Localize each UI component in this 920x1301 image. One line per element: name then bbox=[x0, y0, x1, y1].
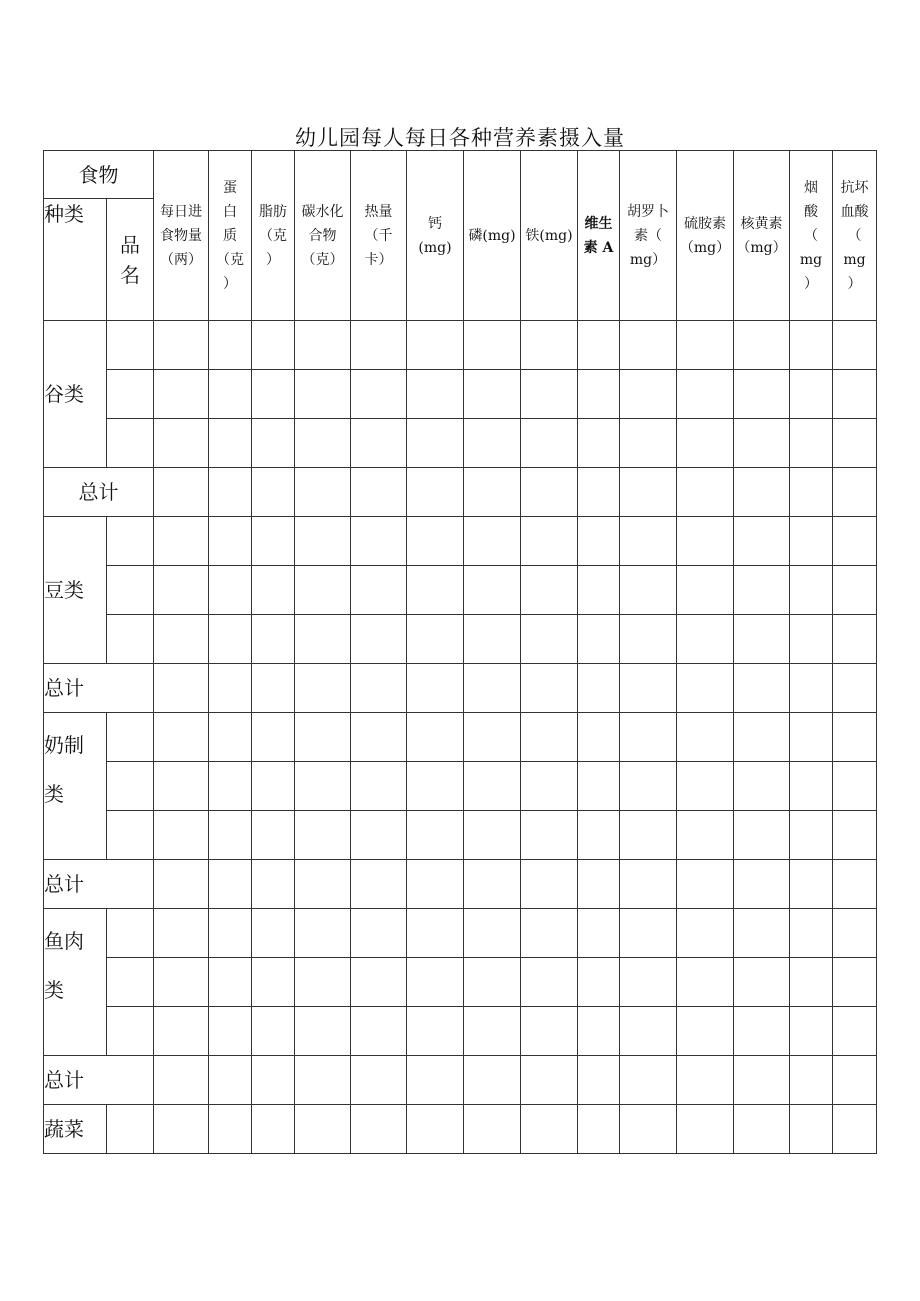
empty-cell bbox=[833, 321, 877, 370]
header-food: 食物 bbox=[44, 151, 154, 199]
empty-cell bbox=[833, 1007, 877, 1056]
header-thiamine: 硫胺素 （mg） bbox=[677, 151, 734, 321]
empty-cell bbox=[521, 1007, 578, 1056]
empty-cell bbox=[833, 468, 877, 517]
empty-cell bbox=[154, 566, 209, 615]
empty-cell bbox=[209, 762, 252, 811]
empty-cell bbox=[209, 566, 252, 615]
empty-cell bbox=[677, 664, 734, 713]
empty-cell bbox=[407, 468, 464, 517]
empty-cell bbox=[107, 321, 154, 370]
empty-cell bbox=[734, 958, 790, 1007]
header-ascorbic-acid: 抗坏 血酸 （ mg ） bbox=[833, 151, 877, 321]
empty-cell bbox=[578, 1056, 620, 1105]
empty-cell bbox=[295, 909, 351, 958]
empty-cell bbox=[209, 713, 252, 762]
empty-cell bbox=[407, 419, 464, 468]
empty-cell bbox=[295, 811, 351, 860]
empty-cell bbox=[677, 909, 734, 958]
empty-cell bbox=[521, 370, 578, 419]
empty-cell bbox=[464, 321, 521, 370]
empty-cell bbox=[790, 713, 833, 762]
empty-cell bbox=[620, 370, 677, 419]
empty-cell bbox=[734, 1105, 790, 1154]
header-carbohydrate: 碳水化 合物 （克） bbox=[295, 151, 351, 321]
empty-cell bbox=[209, 1056, 252, 1105]
empty-cell bbox=[521, 566, 578, 615]
empty-cell bbox=[351, 517, 407, 566]
header-calcium: 钙 (mg) bbox=[407, 151, 464, 321]
empty-cell bbox=[351, 321, 407, 370]
empty-cell bbox=[295, 419, 351, 468]
empty-cell bbox=[252, 1056, 295, 1105]
empty-cell bbox=[209, 811, 252, 860]
empty-cell bbox=[677, 419, 734, 468]
empty-cell bbox=[252, 566, 295, 615]
empty-cell bbox=[578, 517, 620, 566]
empty-cell bbox=[154, 468, 209, 517]
empty-cell bbox=[464, 1105, 521, 1154]
empty-cell bbox=[521, 860, 578, 909]
empty-cell bbox=[154, 1056, 209, 1105]
empty-cell bbox=[351, 566, 407, 615]
empty-cell bbox=[107, 419, 154, 468]
empty-cell bbox=[833, 909, 877, 958]
empty-cell bbox=[209, 1105, 252, 1154]
empty-cell bbox=[521, 468, 578, 517]
empty-cell bbox=[464, 419, 521, 468]
empty-cell bbox=[790, 1007, 833, 1056]
empty-cell bbox=[209, 517, 252, 566]
empty-cell bbox=[578, 1105, 620, 1154]
empty-cell bbox=[107, 1105, 154, 1154]
empty-cell bbox=[107, 762, 154, 811]
empty-cell bbox=[521, 762, 578, 811]
empty-cell bbox=[351, 909, 407, 958]
empty-cell bbox=[790, 909, 833, 958]
header-category: 种类 bbox=[44, 199, 107, 321]
empty-cell bbox=[107, 811, 154, 860]
empty-cell bbox=[351, 419, 407, 468]
total-dairy: 总计 bbox=[44, 860, 154, 909]
header-calories: 热量 （千 卡） bbox=[351, 151, 407, 321]
empty-cell bbox=[209, 370, 252, 419]
empty-cell bbox=[252, 1007, 295, 1056]
group-grains: 谷类 bbox=[44, 321, 107, 468]
empty-cell bbox=[407, 566, 464, 615]
empty-cell bbox=[209, 664, 252, 713]
empty-cell bbox=[833, 1056, 877, 1105]
empty-cell bbox=[620, 811, 677, 860]
empty-cell bbox=[578, 566, 620, 615]
empty-cell bbox=[407, 811, 464, 860]
empty-cell bbox=[252, 762, 295, 811]
empty-cell bbox=[833, 762, 877, 811]
empty-cell bbox=[677, 615, 734, 664]
empty-cell bbox=[578, 615, 620, 664]
empty-cell bbox=[578, 958, 620, 1007]
header-fat: 脂肪 （克 ） bbox=[252, 151, 295, 321]
empty-cell bbox=[295, 1105, 351, 1154]
empty-cell bbox=[464, 566, 521, 615]
empty-cell bbox=[295, 468, 351, 517]
empty-cell bbox=[252, 1105, 295, 1154]
empty-cell bbox=[295, 958, 351, 1007]
empty-cell bbox=[295, 713, 351, 762]
empty-cell bbox=[620, 713, 677, 762]
empty-cell bbox=[407, 1007, 464, 1056]
empty-cell bbox=[734, 419, 790, 468]
empty-cell bbox=[833, 713, 877, 762]
empty-cell bbox=[620, 909, 677, 958]
empty-cell bbox=[107, 909, 154, 958]
empty-cell bbox=[252, 664, 295, 713]
empty-cell bbox=[790, 419, 833, 468]
empty-cell bbox=[464, 713, 521, 762]
empty-cell bbox=[620, 1105, 677, 1154]
empty-cell bbox=[677, 370, 734, 419]
empty-cell bbox=[677, 713, 734, 762]
empty-cell bbox=[790, 1056, 833, 1105]
header-protein: 蛋 白 质 （克 ） bbox=[209, 151, 252, 321]
empty-cell bbox=[734, 811, 790, 860]
empty-cell bbox=[677, 517, 734, 566]
empty-cell bbox=[351, 860, 407, 909]
empty-cell bbox=[790, 860, 833, 909]
empty-cell bbox=[154, 958, 209, 1007]
header-riboflavin: 核黄素 （mg） bbox=[734, 151, 790, 321]
empty-cell bbox=[154, 1105, 209, 1154]
empty-cell bbox=[295, 1056, 351, 1105]
empty-cell bbox=[154, 1007, 209, 1056]
empty-cell bbox=[154, 762, 209, 811]
empty-cell bbox=[620, 321, 677, 370]
empty-cell bbox=[407, 713, 464, 762]
empty-cell bbox=[833, 958, 877, 1007]
empty-cell bbox=[107, 566, 154, 615]
empty-cell bbox=[734, 664, 790, 713]
empty-cell bbox=[252, 468, 295, 517]
empty-cell bbox=[154, 811, 209, 860]
empty-cell bbox=[464, 468, 521, 517]
empty-cell bbox=[464, 1056, 521, 1105]
empty-cell bbox=[464, 370, 521, 419]
empty-cell bbox=[295, 517, 351, 566]
empty-cell bbox=[107, 713, 154, 762]
header-item-name: 品 名 bbox=[107, 199, 154, 321]
empty-cell bbox=[578, 713, 620, 762]
empty-cell bbox=[620, 958, 677, 1007]
total-grains: 总计 bbox=[44, 468, 154, 517]
empty-cell bbox=[790, 615, 833, 664]
empty-cell bbox=[620, 566, 677, 615]
empty-cell bbox=[620, 762, 677, 811]
empty-cell bbox=[407, 860, 464, 909]
empty-cell bbox=[578, 321, 620, 370]
empty-cell bbox=[154, 615, 209, 664]
empty-cell bbox=[154, 370, 209, 419]
empty-cell bbox=[351, 762, 407, 811]
empty-cell bbox=[154, 713, 209, 762]
empty-cell bbox=[295, 664, 351, 713]
empty-cell bbox=[620, 1056, 677, 1105]
empty-cell bbox=[620, 1007, 677, 1056]
empty-cell bbox=[252, 321, 295, 370]
total-fish-meat: 总计 bbox=[44, 1056, 154, 1105]
empty-cell bbox=[154, 664, 209, 713]
empty-cell bbox=[578, 468, 620, 517]
empty-cell bbox=[351, 615, 407, 664]
nutrition-table bbox=[43, 150, 877, 1154]
empty-cell bbox=[209, 909, 252, 958]
empty-cell bbox=[252, 419, 295, 468]
empty-cell bbox=[790, 958, 833, 1007]
empty-cell bbox=[833, 566, 877, 615]
empty-cell bbox=[677, 958, 734, 1007]
empty-cell bbox=[620, 615, 677, 664]
empty-cell bbox=[407, 1056, 464, 1105]
empty-cell bbox=[107, 370, 154, 419]
empty-cell bbox=[407, 664, 464, 713]
empty-cell bbox=[407, 370, 464, 419]
empty-cell bbox=[407, 762, 464, 811]
group-dairy: 奶制 类 bbox=[44, 713, 107, 860]
empty-cell bbox=[407, 321, 464, 370]
empty-cell bbox=[209, 615, 252, 664]
empty-cell bbox=[677, 811, 734, 860]
empty-cell bbox=[252, 811, 295, 860]
empty-cell bbox=[790, 370, 833, 419]
empty-cell bbox=[521, 713, 578, 762]
empty-cell bbox=[464, 615, 521, 664]
empty-cell bbox=[107, 615, 154, 664]
empty-cell bbox=[407, 615, 464, 664]
empty-cell bbox=[833, 811, 877, 860]
total-beans: 总计 bbox=[44, 664, 154, 713]
empty-cell bbox=[107, 1007, 154, 1056]
empty-cell bbox=[521, 321, 578, 370]
empty-cell bbox=[521, 615, 578, 664]
empty-cell bbox=[677, 1105, 734, 1154]
empty-cell bbox=[351, 1056, 407, 1105]
empty-cell bbox=[620, 517, 677, 566]
empty-cell bbox=[521, 664, 578, 713]
empty-cell bbox=[521, 958, 578, 1007]
empty-cell bbox=[464, 664, 521, 713]
empty-cell bbox=[252, 517, 295, 566]
empty-cell bbox=[734, 321, 790, 370]
empty-cell bbox=[790, 664, 833, 713]
empty-cell bbox=[252, 909, 295, 958]
empty-cell bbox=[578, 762, 620, 811]
empty-cell bbox=[790, 517, 833, 566]
empty-cell bbox=[252, 860, 295, 909]
empty-cell bbox=[351, 664, 407, 713]
empty-cell bbox=[578, 909, 620, 958]
empty-cell bbox=[351, 468, 407, 517]
empty-cell bbox=[209, 958, 252, 1007]
empty-cell bbox=[734, 370, 790, 419]
empty-cell bbox=[154, 419, 209, 468]
empty-cell bbox=[295, 1007, 351, 1056]
header-carotene: 胡罗卜 素（ mg） bbox=[620, 151, 677, 321]
empty-cell bbox=[578, 419, 620, 468]
empty-cell bbox=[734, 615, 790, 664]
empty-cell bbox=[252, 958, 295, 1007]
empty-cell bbox=[154, 517, 209, 566]
empty-cell bbox=[407, 517, 464, 566]
empty-cell bbox=[790, 762, 833, 811]
empty-cell bbox=[295, 762, 351, 811]
empty-cell bbox=[521, 419, 578, 468]
empty-cell bbox=[677, 1056, 734, 1105]
empty-cell bbox=[833, 1105, 877, 1154]
empty-cell bbox=[521, 909, 578, 958]
header-vitamin-a: 维生 素 A bbox=[578, 151, 620, 321]
empty-cell bbox=[677, 1007, 734, 1056]
empty-cell bbox=[734, 517, 790, 566]
empty-cell bbox=[833, 860, 877, 909]
empty-cell bbox=[209, 860, 252, 909]
empty-cell bbox=[407, 1105, 464, 1154]
empty-cell bbox=[252, 615, 295, 664]
empty-cell bbox=[464, 762, 521, 811]
page-title: 幼儿园每人每日各种营养素摄入量 bbox=[295, 126, 625, 150]
empty-cell bbox=[407, 909, 464, 958]
empty-cell bbox=[521, 811, 578, 860]
empty-cell bbox=[790, 811, 833, 860]
empty-cell bbox=[578, 860, 620, 909]
empty-cell bbox=[351, 1007, 407, 1056]
empty-cell bbox=[734, 860, 790, 909]
empty-cell bbox=[464, 517, 521, 566]
empty-cell bbox=[351, 713, 407, 762]
empty-cell bbox=[464, 958, 521, 1007]
empty-cell bbox=[521, 1105, 578, 1154]
group-fish-meat: 鱼肉 类 bbox=[44, 909, 107, 1056]
empty-cell bbox=[578, 811, 620, 860]
empty-cell bbox=[154, 909, 209, 958]
empty-cell bbox=[521, 517, 578, 566]
empty-cell bbox=[578, 370, 620, 419]
empty-cell bbox=[107, 958, 154, 1007]
empty-cell bbox=[734, 566, 790, 615]
empty-cell bbox=[464, 860, 521, 909]
empty-cell bbox=[209, 1007, 252, 1056]
header-iron: 铁(mg) bbox=[521, 151, 578, 321]
empty-cell bbox=[677, 762, 734, 811]
empty-cell bbox=[620, 419, 677, 468]
empty-cell bbox=[351, 370, 407, 419]
empty-cell bbox=[351, 1105, 407, 1154]
empty-cell bbox=[734, 762, 790, 811]
empty-cell bbox=[790, 468, 833, 517]
empty-cell bbox=[295, 566, 351, 615]
group-vegetables: 蔬菜 bbox=[44, 1105, 107, 1154]
empty-cell bbox=[790, 566, 833, 615]
empty-cell bbox=[734, 1056, 790, 1105]
empty-cell bbox=[154, 321, 209, 370]
empty-cell bbox=[295, 370, 351, 419]
empty-cell bbox=[407, 958, 464, 1007]
empty-cell bbox=[252, 370, 295, 419]
empty-cell bbox=[209, 321, 252, 370]
header-daily-intake: 每日进 食物量 （两） bbox=[154, 151, 209, 321]
empty-cell bbox=[295, 321, 351, 370]
empty-cell bbox=[620, 468, 677, 517]
empty-cell bbox=[620, 860, 677, 909]
empty-cell bbox=[578, 1007, 620, 1056]
empty-cell bbox=[521, 1056, 578, 1105]
empty-cell bbox=[252, 713, 295, 762]
empty-cell bbox=[790, 321, 833, 370]
empty-cell bbox=[677, 321, 734, 370]
empty-cell bbox=[734, 468, 790, 517]
empty-cell bbox=[351, 811, 407, 860]
empty-cell bbox=[464, 909, 521, 958]
empty-cell bbox=[734, 909, 790, 958]
empty-cell bbox=[833, 370, 877, 419]
header-phosphorus: 磷(mg) bbox=[464, 151, 521, 321]
empty-cell bbox=[464, 811, 521, 860]
empty-cell bbox=[734, 713, 790, 762]
empty-cell bbox=[295, 860, 351, 909]
empty-cell bbox=[677, 566, 734, 615]
empty-cell bbox=[209, 468, 252, 517]
empty-cell bbox=[833, 664, 877, 713]
empty-cell bbox=[578, 664, 620, 713]
empty-cell bbox=[154, 860, 209, 909]
empty-cell bbox=[209, 419, 252, 468]
empty-cell bbox=[734, 1007, 790, 1056]
empty-cell bbox=[833, 615, 877, 664]
empty-cell bbox=[351, 958, 407, 1007]
empty-cell bbox=[107, 517, 154, 566]
empty-cell bbox=[677, 860, 734, 909]
empty-cell bbox=[833, 517, 877, 566]
empty-cell bbox=[464, 1007, 521, 1056]
empty-cell bbox=[620, 664, 677, 713]
empty-cell bbox=[790, 1105, 833, 1154]
empty-cell bbox=[833, 419, 877, 468]
empty-cell bbox=[295, 615, 351, 664]
header-niacin: 烟 酸 （ mg ） bbox=[790, 151, 833, 321]
empty-cell bbox=[677, 468, 734, 517]
group-beans: 豆类 bbox=[44, 517, 107, 664]
